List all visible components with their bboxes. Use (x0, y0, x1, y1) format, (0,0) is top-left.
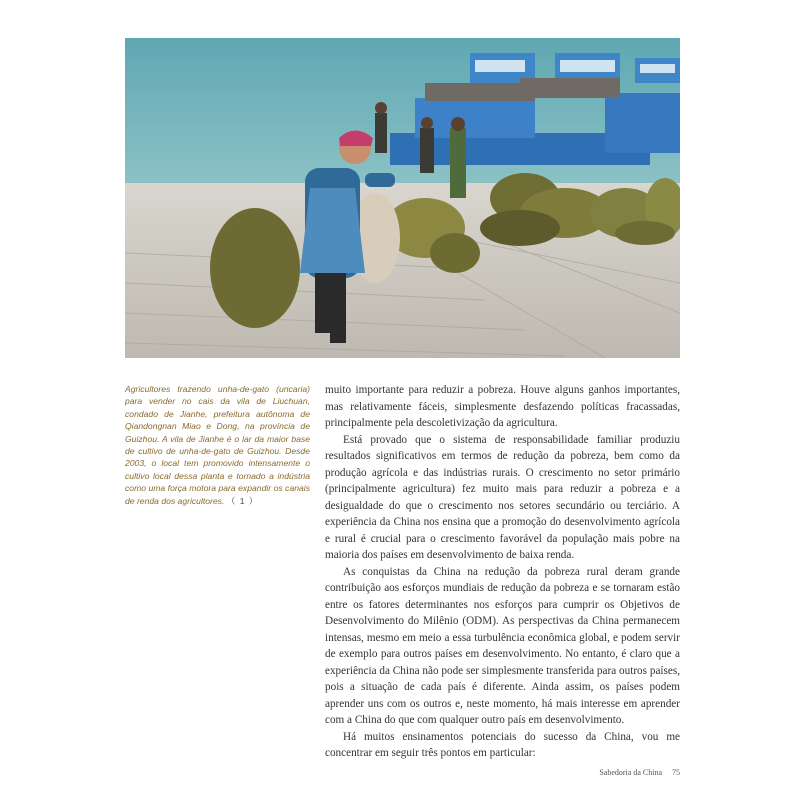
page-number: 75 (672, 768, 680, 777)
running-title: Sabedoria da China (599, 768, 662, 777)
harbor-photo-icon (125, 38, 680, 358)
figure-number: （ 1 ） (226, 495, 259, 506)
paragraph: Está provado que o sistema de responsabilidade familiar produziu resultados significativos em termos de redução da pobreza, bem como da produção agrícola e das indústrias rurais. O crescimento no setor primário (principalmente agricultura) fez muito mais para reduzir a pobreza e a desigualdade do que o crescimento nos setores secundário ou terciário. A experiência da China nos ensina que a promoção do desenvolvimento agrícola e rural é crucial para o crescimento favorável da população mais pobre na maioria dos países em desenvolvimento de baixa renda. (325, 433, 680, 561)
paragraph: As conquistas da China na redução da pobreza rural deram grande contribuição aos esforços mundiais de redução da pobreza e se tornaram estão entre os fatores determinantes nos esforços para cumprir os Objetivos de Desenvolvimento do Milênio (ODM). As perspectivas da China permanecem intensas, mesmo em meio a essa turbulência econômica global, e podem servir de exemplo para outros países em desenvolvimento. No entanto, é claro que a experiência da China não pode ser simplesmente transferida para outros países, pois a situação de cada país é diferente. Ainda assim, os países podem aprender uns com os outros e, neste momento, há mais interesse em aprender com a China do que com qualquer outro país em desenvolvimento. (325, 565, 680, 726)
page-footer (560, 768, 680, 777)
paragraph: Há muitos ensinamentos potenciais do sucesso da China, vou me concentrar em seguir três pontos em particular: (325, 730, 680, 759)
body-text (325, 382, 680, 762)
photo-caption (125, 383, 310, 507)
harbor-photo (125, 38, 680, 358)
caption-text: Agricultores trazendo unha-de-gato (uncaria) para vender no cais da vila de Liuchuan, condado de Jianhe, prefeitura autônoma de Qiandongnan Miao e Dong, na província de Guizhou. A vila de Jianhe é o lar da maior base de cultivo de unha-de-gato de Guizhou. Desde 2003, o local tem promovido intensamente o cultivo local dessa planta e tornado a indústria como uma força motora para expandir os canais de renda dos agricultores. (125, 384, 310, 506)
paragraph: muito importante para reduzir a pobreza. Houve alguns ganhos importantes, mas relativamente fáceis, simplesmente desfazendo políticas fracassadas, principalmente pela descoletivização da agricultura. (325, 384, 680, 429)
